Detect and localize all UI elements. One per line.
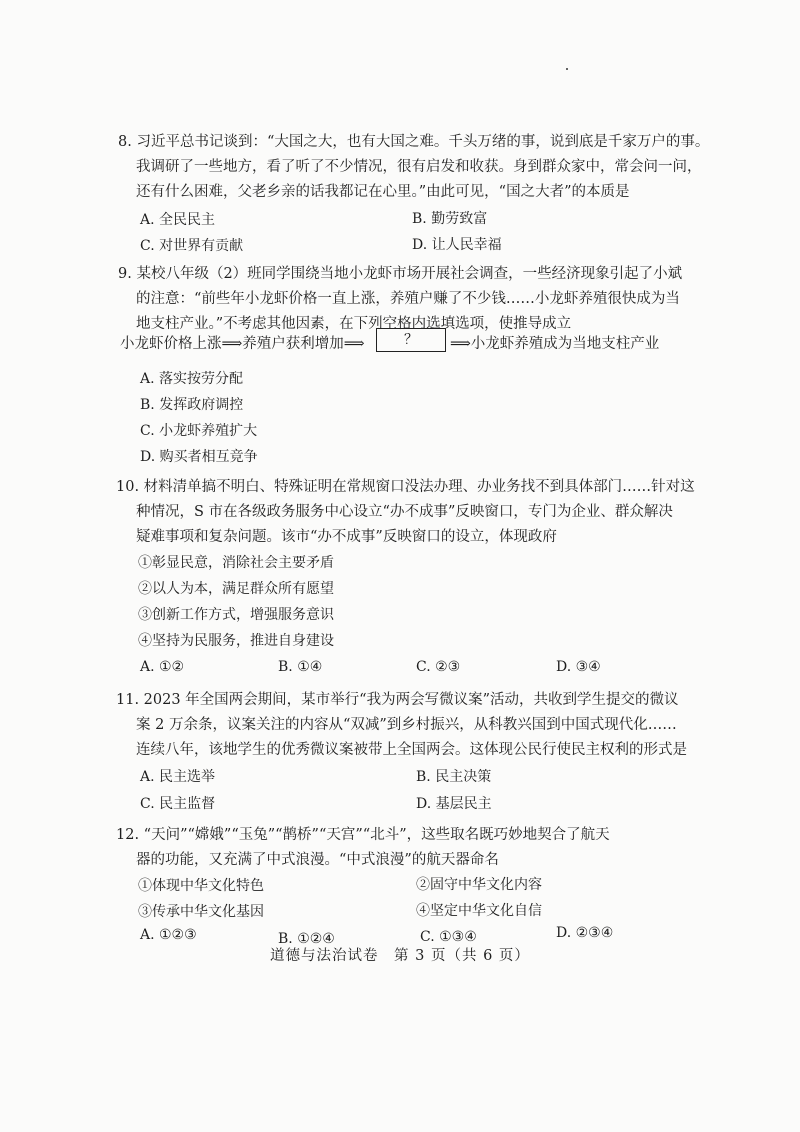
option-b: B. ①④ bbox=[278, 659, 323, 675]
statement: ③传承中华文化基因 bbox=[138, 904, 264, 920]
question-text: 疑难事项和复杂问题。该市“办不成事”反映窗口的设立，体现政府 bbox=[136, 529, 557, 545]
chain-step: 小龙虾价格上涨⟹养殖户获利增加⟹ bbox=[120, 336, 365, 352]
question-text: 还有什么困难，父老乡亲的话我都记在心里。”由此可见，“国之大者”的本质是 bbox=[136, 184, 630, 200]
statement: ①彰显民意，消除社会主要矛盾 bbox=[138, 555, 334, 571]
question-text: 案 2 万余条，议案关注的内容从“双减”到乡村振兴，从科教兴国到中国式现代化…… bbox=[136, 717, 677, 733]
option-d: D. 基层民主 bbox=[416, 796, 492, 812]
option-a: A. 落实按劳分配 bbox=[140, 371, 244, 387]
option-b: B. ①②④ bbox=[278, 931, 335, 947]
question-text: 11. 2023 年全国两会期间，某市举行“我为两会写微议案”活动，共收到学生提交的微议 bbox=[116, 692, 679, 708]
option-b: B. 发挥政府调控 bbox=[140, 397, 244, 413]
question-text: 8. 习近平总书记谈到：“大国之大，也有大国之难。千头万绪的事，说到底是千家万户的事。 bbox=[118, 134, 710, 150]
option-a: A. 全民民主 bbox=[140, 212, 216, 228]
question-text: 9. 某校八年级（2）班同学围绕当地小龙虾市场开展社会调查，一些经济现象引起了小斌 bbox=[118, 266, 683, 282]
option-a: A. ①② bbox=[140, 659, 185, 675]
question-text: 10. 材料清单搞不明白、特殊证明在常规窗口没法办理、办业务找不到具体部门……针对这 bbox=[116, 479, 695, 495]
question-text: 器的功能，又充满了中式浪漫。“中式浪漫”的航天器命名 bbox=[136, 852, 499, 868]
statement: ②以人为本，满足群众所有愿望 bbox=[138, 581, 334, 597]
statement: ④坚持为民服务，推进自身建设 bbox=[138, 633, 334, 649]
option-b: B. 勤劳致富 bbox=[412, 211, 488, 227]
question-text: 地支柱产业。”不考虑其他因素，在下列空格内选填选项，使推导成立 bbox=[136, 316, 572, 332]
option-d: D. ②③④ bbox=[556, 925, 614, 941]
option-c: C. ①③④ bbox=[420, 929, 477, 945]
statement: ①体现中华文化特色 bbox=[138, 878, 264, 894]
scan-speck bbox=[566, 68, 568, 70]
question-text: 12. “天问”“嫦娥”“玉兔”“鹊桥”“天宫”“北斗”，这些取名既巧妙地契合了航天 bbox=[116, 827, 610, 843]
chain-step: ⟹小龙虾养殖成为当地支柱产业 bbox=[450, 336, 660, 352]
question-text: 我调研了一些地方，看了听了不少情况，很有启发和收获。身到群众家中，常会问一问， bbox=[136, 159, 702, 175]
statement: ②固守中华文化内容 bbox=[416, 877, 542, 893]
blank-box: ？ bbox=[376, 328, 446, 352]
question-text: 连续八年，该地学生的优秀微议案被带上全国两会。这体现公民行使民主权利的形式是 bbox=[136, 742, 687, 758]
option-c: C. 民主监督 bbox=[140, 796, 216, 812]
question-text: 种情况，S 市在各级政务服务中心设立“办不成事”反映窗口，专门为企业、群众解决 bbox=[136, 504, 673, 520]
option-d: D. ③④ bbox=[556, 659, 601, 675]
page-footer: 道德与法治试卷 第 3 页（共 6 页） bbox=[270, 948, 530, 964]
statement: ④坚定中华文化自信 bbox=[416, 903, 542, 919]
option-a: A. ①②③ bbox=[140, 927, 197, 943]
option-a: A. 民主选举 bbox=[140, 769, 216, 785]
option-c: C. ②③ bbox=[416, 659, 461, 675]
option-c: C. 小龙虾养殖扩大 bbox=[140, 423, 258, 439]
option-d: D. 购买者相互竞争 bbox=[140, 449, 258, 465]
option-d: D. 让人民幸福 bbox=[412, 237, 502, 253]
statement: ③创新工作方式，增强服务意识 bbox=[138, 607, 334, 623]
question-text: 的注意：“前些年小龙虾价格一直上涨，养殖户赚了不少钱……小龙虾养殖很快成为当 bbox=[136, 291, 680, 307]
option-c: C. 对世界有贡献 bbox=[140, 238, 244, 254]
option-b: B. 民主决策 bbox=[416, 769, 492, 785]
